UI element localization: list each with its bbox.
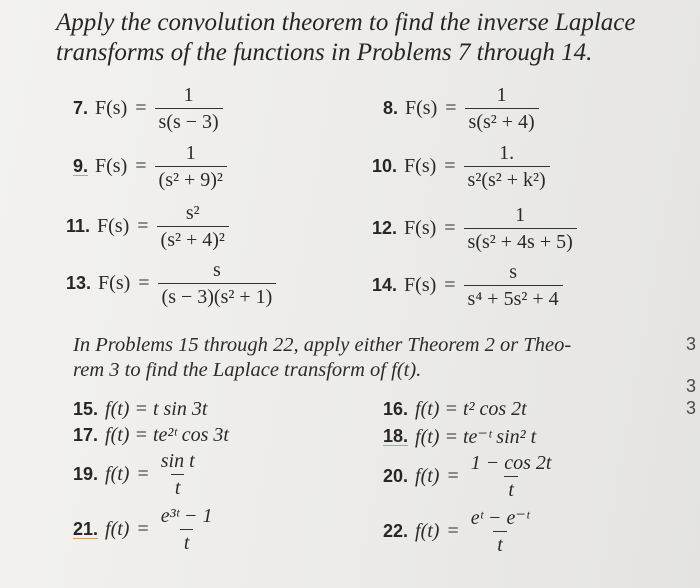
problem-number: 8. <box>383 98 399 118</box>
equals-sign: = <box>137 463 149 485</box>
instructions-line-1: In Problems 15 through 22, apply either Theorem 2 or Theo- <box>73 334 572 356</box>
numerator: eᵗ − e⁻ᵗ <box>470 507 530 529</box>
function-lhs: f(t) <box>105 518 130 540</box>
denominator: (s² + 4)² <box>157 226 229 251</box>
function-lhs: F(s) <box>404 274 437 296</box>
problem-13 <box>66 259 276 308</box>
problem-20 <box>383 452 555 501</box>
equals-sign: = <box>138 272 150 294</box>
problem-number: 22. <box>383 521 409 541</box>
equals-sign: = <box>444 217 456 239</box>
function-lhs: F(s) <box>95 97 128 119</box>
heading-line-1: Apply the convolution theorem to find the inverse Laplace <box>56 9 636 36</box>
denominator: s(s² + 4s + 5) <box>464 228 577 253</box>
problem-number: 14. <box>372 275 398 295</box>
function-expression: f(t) = te⁻ᵗ sin² t <box>415 426 537 448</box>
denominator: s²(s² + k²) <box>464 166 550 191</box>
denominator: t <box>493 531 507 556</box>
problem-number: 15. <box>73 399 99 419</box>
function-lhs: F(s) <box>404 217 437 239</box>
problem-number: 20. <box>383 466 409 486</box>
equals-sign: = <box>447 520 459 542</box>
equals-sign: = <box>445 97 457 119</box>
problem-7 <box>73 84 223 133</box>
problem-number: 19. <box>73 464 99 484</box>
fraction <box>157 202 229 251</box>
numerator: s <box>509 261 517 283</box>
problem-19 <box>73 450 199 499</box>
numerator: 1 <box>496 84 507 106</box>
problem-17 <box>73 424 229 447</box>
problem-16 <box>383 398 527 421</box>
equals-sign: = <box>447 465 459 487</box>
function-expression: f(t) = t² cos 2t <box>415 398 527 420</box>
denominator: s⁴ + 5s² + 4 <box>464 285 563 310</box>
numerator: s <box>213 259 221 281</box>
denominator: t <box>171 474 185 499</box>
fraction <box>157 450 199 499</box>
problem-9 <box>73 142 227 191</box>
problem-number: 21. <box>73 519 99 539</box>
fraction <box>158 259 277 308</box>
numerator: s² <box>185 202 200 224</box>
fraction <box>467 507 534 556</box>
instructions-line-2: rem 3 to find the Laplace transform of f(t). <box>73 359 422 381</box>
numerator: 1 − cos 2t <box>470 452 552 474</box>
equals-sign: = <box>137 215 149 237</box>
problem-number: 11. <box>66 216 91 236</box>
numerator: sin t <box>160 450 195 472</box>
function-lhs: F(s) <box>404 155 437 177</box>
numerator: e³ᵗ − 1 <box>160 505 213 527</box>
problem-12 <box>372 204 577 253</box>
problem-number: 16. <box>383 399 409 419</box>
problem-number: 17. <box>73 425 99 445</box>
equals-sign: = <box>444 274 456 296</box>
edge-glyph: 3 <box>686 376 697 396</box>
function-expression: f(t) = t sin 3t <box>105 398 208 420</box>
fraction <box>157 505 217 554</box>
fraction <box>467 452 556 501</box>
denominator: (s − 3)(s² + 1) <box>158 283 277 308</box>
problem-number: 18. <box>383 426 409 446</box>
denominator: s(s − 3) <box>155 108 223 133</box>
fraction <box>464 142 550 191</box>
equals-sign: = <box>135 155 147 177</box>
equals-sign: = <box>135 97 147 119</box>
numerator: 1 <box>185 142 196 164</box>
equals-sign: = <box>444 155 456 177</box>
fraction <box>465 84 539 133</box>
denominator: t <box>504 476 518 501</box>
problem-11 <box>66 202 229 251</box>
function-expression: f(t) = te²ᵗ cos 3t <box>105 424 229 446</box>
numerator: 1. <box>499 142 515 164</box>
heading-line-2: transforms of the functions in Problems 7 through 14. <box>56 39 593 66</box>
function-lhs: f(t) <box>105 463 130 485</box>
function-lhs: f(t) <box>415 520 440 542</box>
problem-18 <box>383 424 536 449</box>
problem-15 <box>73 398 207 421</box>
problem-number: 13. <box>66 273 92 293</box>
function-lhs: F(s) <box>98 272 131 294</box>
problem-number: 10. <box>372 156 398 176</box>
denominator: t <box>180 529 194 554</box>
function-lhs: f(t) <box>415 465 440 487</box>
function-lhs: F(s) <box>95 155 128 177</box>
problem-21 <box>73 505 216 554</box>
denominator: (s² + 9)² <box>155 166 227 191</box>
problem-22 <box>383 507 533 556</box>
problem-number: 7. <box>73 98 89 118</box>
problem-number: 9. <box>73 156 89 176</box>
problem-14 <box>372 261 563 310</box>
numerator: 1 <box>183 84 194 106</box>
edge-glyph: 3 <box>686 398 697 418</box>
fraction <box>155 84 223 133</box>
function-lhs: F(s) <box>97 215 130 237</box>
fraction <box>155 142 227 191</box>
equals-sign: = <box>137 518 149 540</box>
numerator: 1 <box>515 204 526 226</box>
function-lhs: F(s) <box>405 97 438 119</box>
denominator: s(s² + 4) <box>465 108 539 133</box>
fraction <box>464 261 563 310</box>
problem-10 <box>372 142 550 191</box>
problem-number: 12. <box>372 218 398 238</box>
problem-8 <box>383 84 539 133</box>
fraction <box>464 204 577 253</box>
edge-glyph: 3 <box>686 334 697 354</box>
